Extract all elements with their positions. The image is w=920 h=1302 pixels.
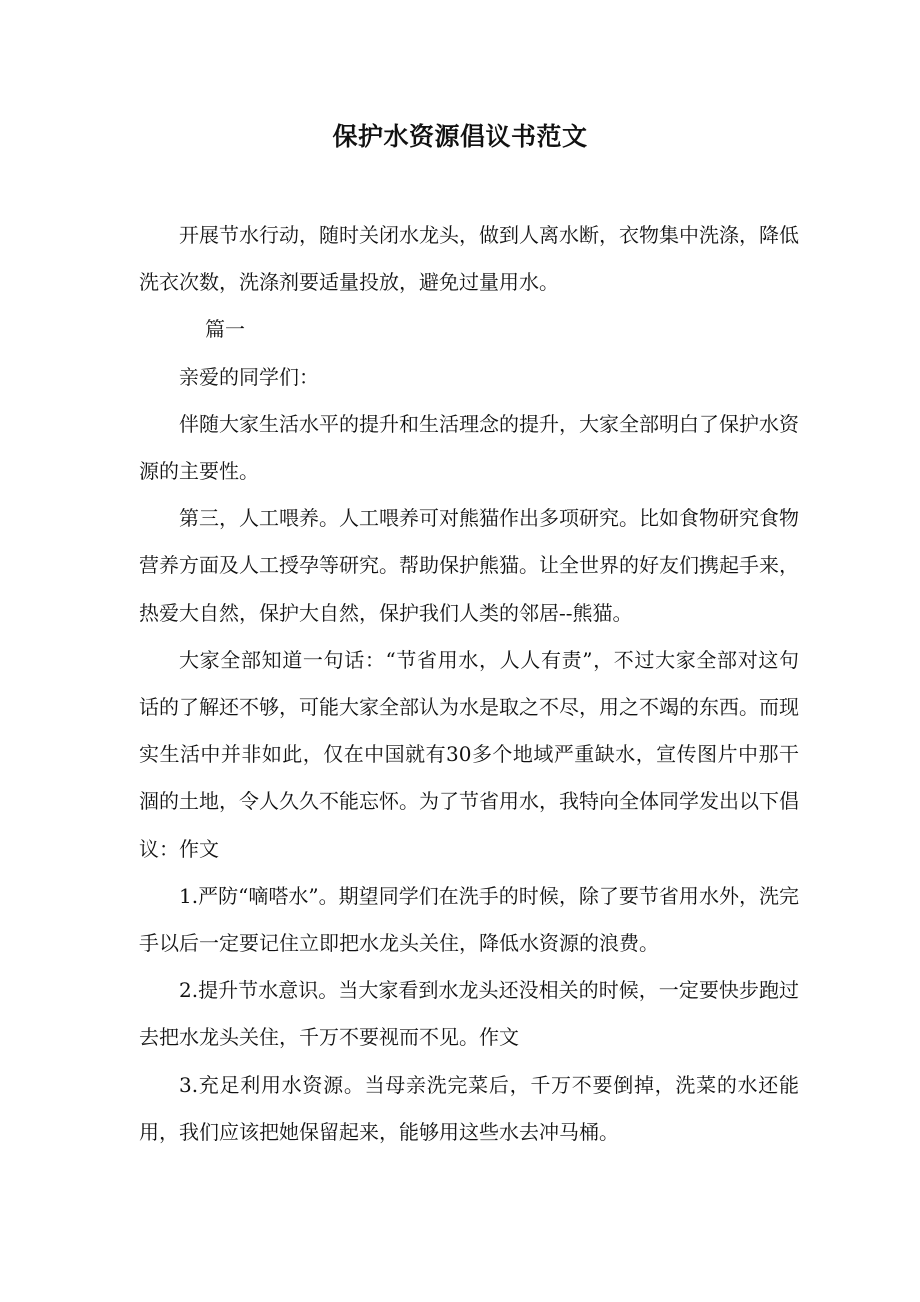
paragraph: 伴随大家生活水平的提升和生活理念的提升，大家全部明白了保护水资源的主要性。	[139, 411, 799, 484]
document-body	[139, 212, 799, 1156]
document-title: 保护水资源倡议书范文	[332, 122, 588, 151]
list-item: 3.充足利用水资源。当母亲洗完菜后，千万不要倒掉，洗菜的水还能用，我们应该把她保留起来，能够用这些水去冲马桶。	[139, 1072, 799, 1144]
section-heading: 篇一	[205, 317, 245, 342]
paragraph: 大家全部知道一句话：“节省用水，人人有责”，不过大家全部对这句话的了解还不够，可能大家全部认为水是取之不尽，用之不竭的东西。而现实生活中并非如此，仅在中国就有30多个地域严重缺水，宣传图片中那干涸的土地，令人久久不能忘怀。为了节省用水，我特向全体同学发出以下倡议：作文	[139, 647, 799, 861]
list-item: 2.提升节水意识。当大家看到水龙头还没相关的时候，一定要快步跑过去把水龙头关住，千万不要视而不见。作文	[139, 978, 799, 1050]
paragraph: 第三，人工喂养。人工喂养可对熊猫作出多项研究。比如食物研究食物营养方面及人工授孕等研究。帮助保护熊猫。让全世界的好友们携起手来，热爱大自然，保护大自然，保护我们人类的邻居--熊猫。	[139, 506, 799, 625]
salutation: 亲爱的同学们：	[179, 364, 319, 389]
list-item: 1.严防“嘀嗒水”。期望同学们在洗手的时候，除了要节省用水外，洗完手以后一定要记住立即把水龙头关住，降低水资源的浪费。	[139, 883, 799, 956]
paragraph-intro: 开展节水行动，随时关闭水龙头，做到人离水断，衣物集中洗涤，降低洗衣次数，洗涤剂要适量投放，避免过量用水。	[139, 223, 799, 295]
